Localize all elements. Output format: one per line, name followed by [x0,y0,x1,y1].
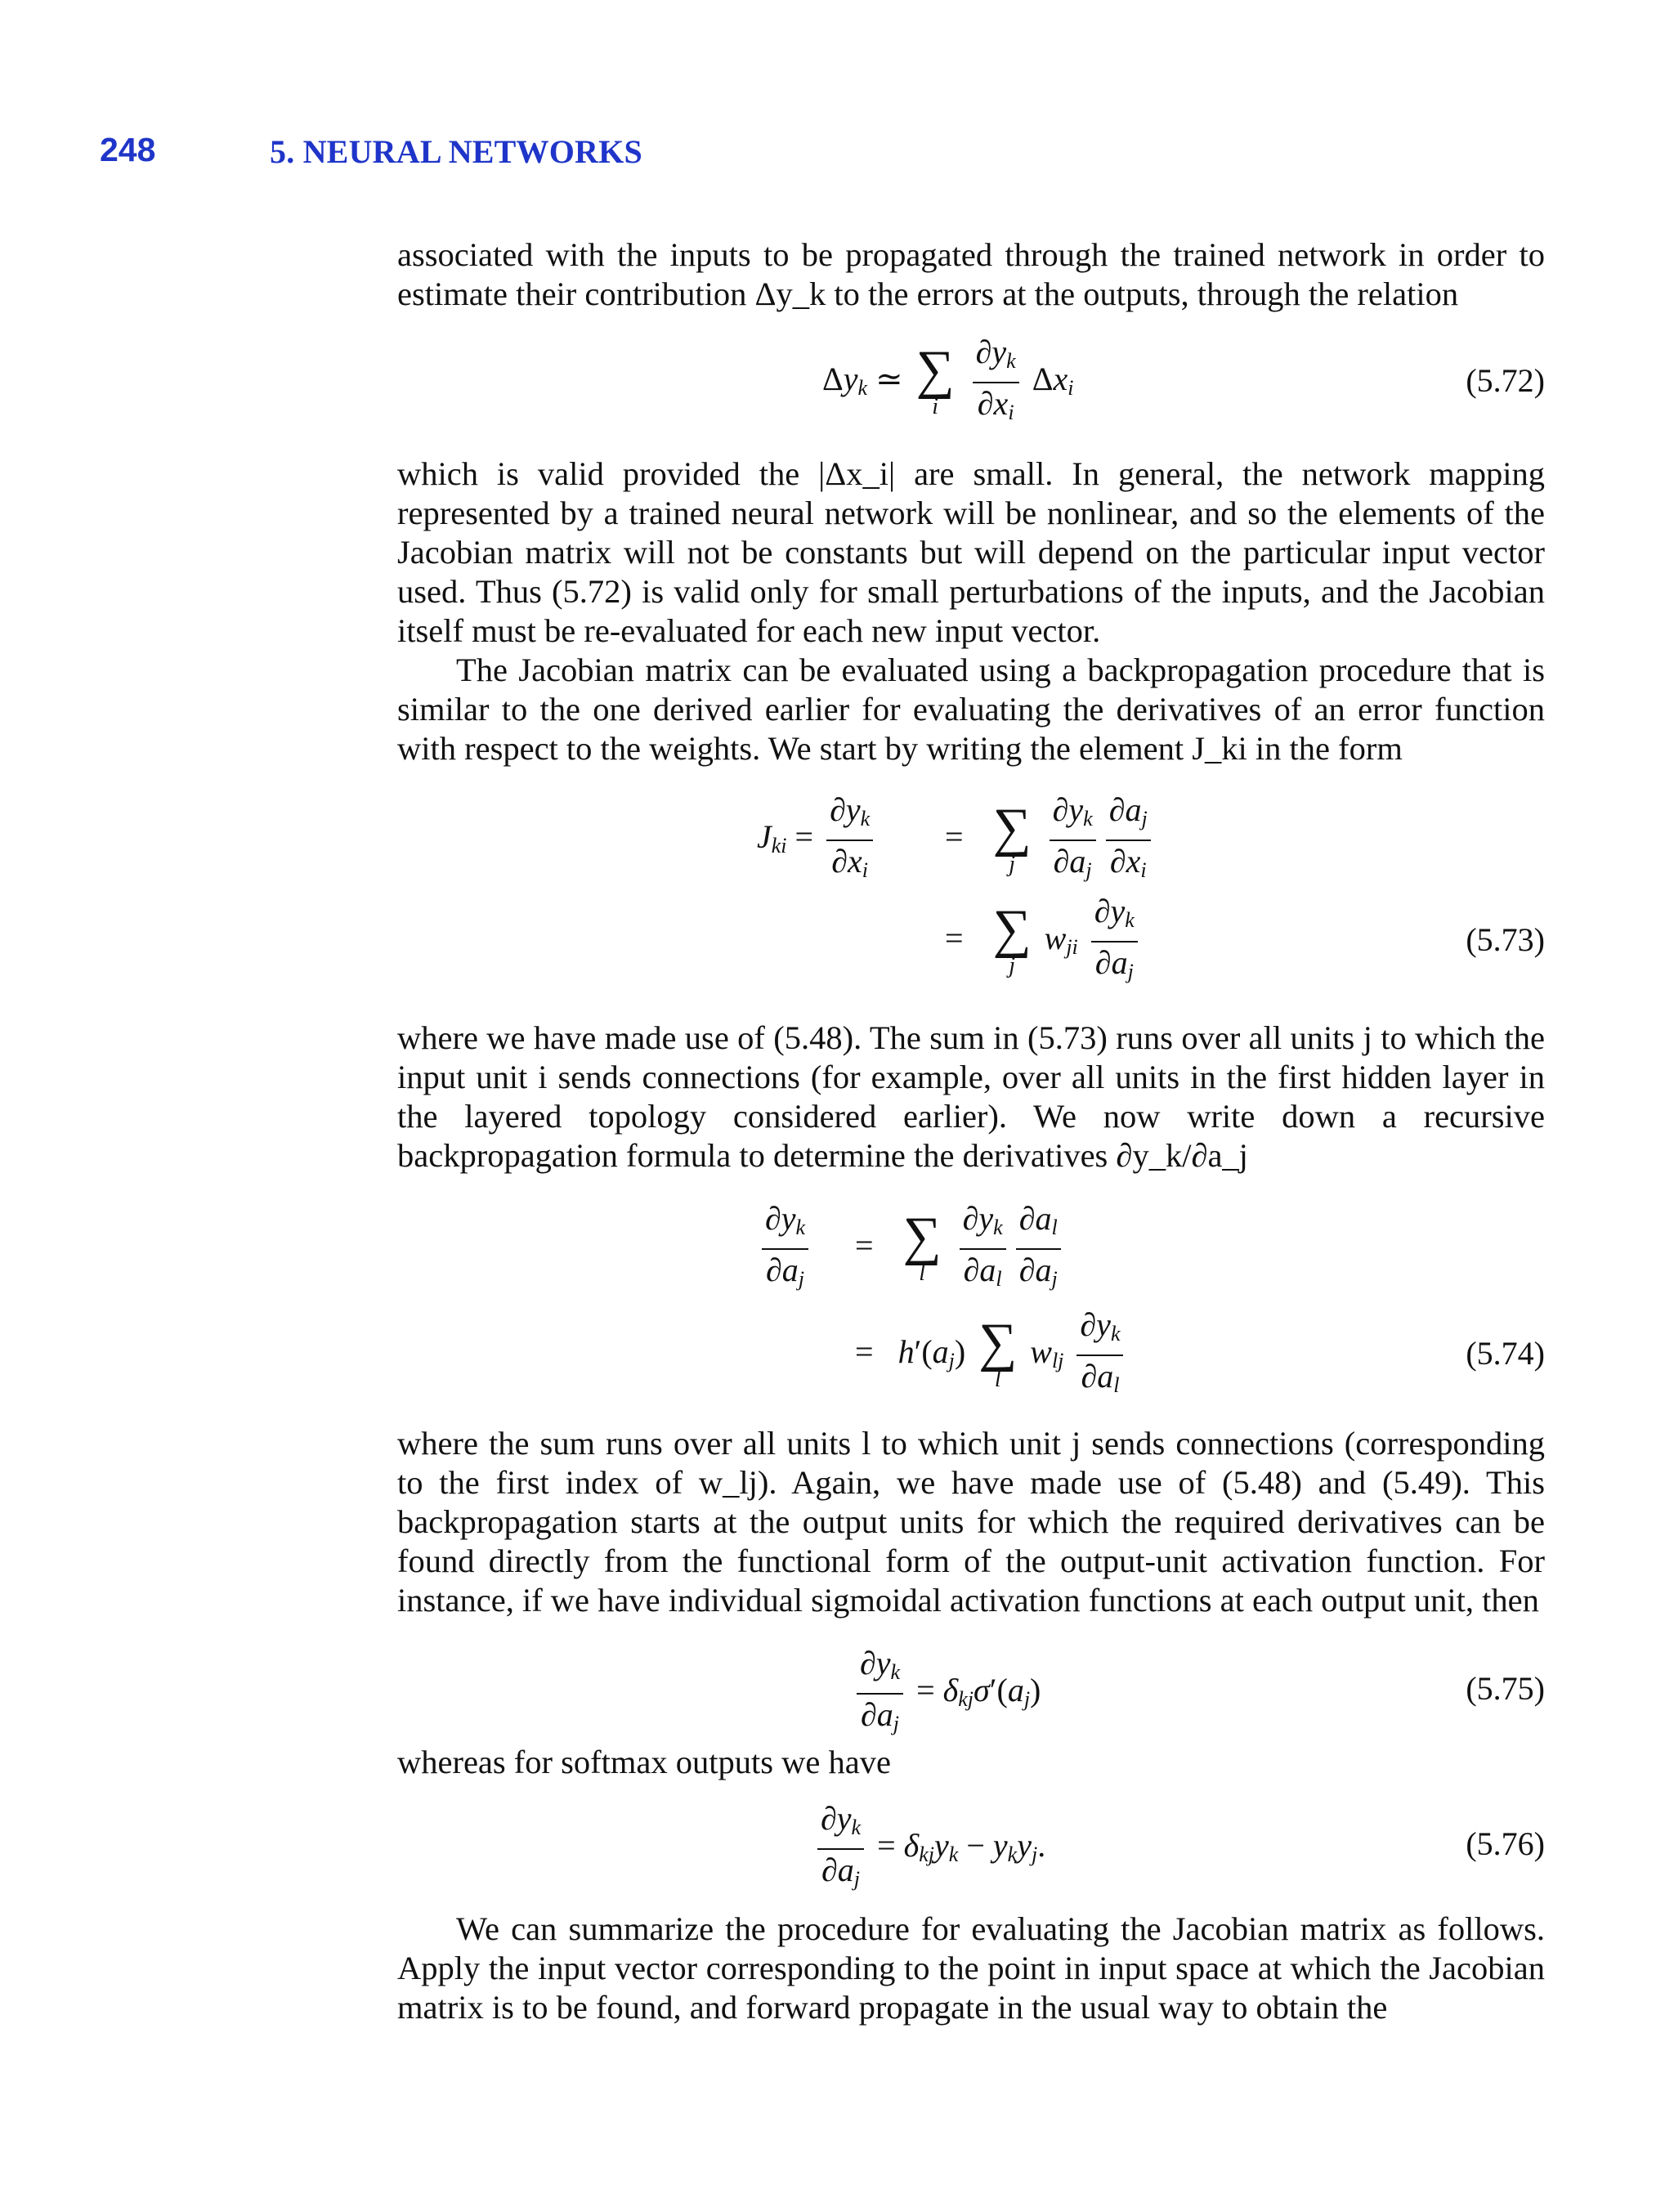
equation-5-74: $\frac{\partial y_k}{\partial a_j}$ = ∑ l $\frac{\partial y_k}{\partial a_l}$ $\frac{\partial a_l}{\partial a_j}$ = $h'(a_j)$ ∑ l $w_{lj}$ $\frac{\partial y_k}{\partial a_l}$ (5.74) [397,1193,1545,1414]
page-header [0,131,1674,177]
paragraph-4-text: where we have made use of (5.48). The sum in (5.73) runs over all units j to which the input unit i sends connections (for example, over all units in the first hidden layer in the layered topology considered earlier). We now write down a recursive backpropagation formula to determine the derivatives ∂y_k/∂a_j [397,1019,1545,1174]
equation-number: (5.72) [1466,362,1545,399]
paragraph-2-text: which is valid provided the |Δx_i| are small. In general, the network mapping represented by a trained neural network will be nonlinear, and so the elements of the Jacobian matrix will not be constants but will depend on the particular input vector used. Thus (5.72) is valid only for small perturbations of the inputs, and the Jacobian itself must be re-evaluated for each new input vector. [397,455,1545,649]
paragraph-2 [397,454,1545,651]
paragraph-7 [397,1910,1545,2027]
equation-5-72: $\Delta y_k$ ≃ ∑ i $\frac{\partial y_k}{\partial x_i}$ $\Delta x_i$ (5.72) [822,334,1545,424]
paragraph-3 [397,651,1545,768]
equation-number: (5.73) [1466,921,1545,958]
paragraph-1 [397,235,1545,314]
paragraph-5 [397,1424,1545,1620]
paragraph-6 [397,1743,1545,1782]
paragraph-6-text: whereas for softmax outputs we have [397,1744,891,1780]
page-number: 248 [100,131,156,168]
paragraph-7-text: We can summarize the procedure for evaluating the Jacobian matrix as follows. Apply the input vector corresponding to the point in input space at which the Jacobian matrix is to be found, and forward propagate in the usual way to obtain the [397,1910,1545,2026]
equation-number: (5.74) [1466,1335,1545,1372]
equation-5-76: $\frac{\partial y_k}{\partial a_j}$ = $\delta_{kj}y_k - y_ky_j$. (5.76) [397,1800,1545,1890]
chapter-title: 5. NEURAL NETWORKS [270,133,642,170]
paragraph-5-text: where the sum runs over all units l to which unit j sends connections (corresponding to the first index of w_lj). Again, we have made use of (5.48) and (5.49). This backpropagation starts at the output units for which the required derivatives can be found directly from the functional form of the output-unit activation function. For instance, if we have individual sigmoidal activation functions at each output unit, then [397,1425,1545,1619]
paragraph-1-text: associated with the inputs to be propagated through the trained network in order to estimate their contribution Δy_k to the errors at the outputs, through the relation [397,236,1545,312]
equation-5-75: $\frac{\partial y_k}{\partial a_j}$ = $\delta_{kj}\sigma'(a_j)$ (5.75) [397,1645,1545,1735]
equation-number: (5.76) [1466,1825,1545,1862]
paragraph-4 [397,1019,1545,1175]
paragraph-3-text: The Jacobian matrix can be evaluated using a backpropagation procedure that is similar to the one derived earlier for evaluating the derivatives of an error function with respect to the weights. We start by writing the element J_ki in the form [397,652,1545,767]
equation-number: (5.75) [1466,1670,1545,1707]
equation-5-73: $J_{ki}$ = $\frac{\partial y_k}{\partial x_i}$ = ∑ j $\frac{\partial y_k}{\partial a_j}$ $\frac{\partial a_j}{\partial x_i}$ = ∑ j $w_{ji}$ $\frac{\partial y_k}{\partial a_j}$ (5.73) [757,791,1545,983]
